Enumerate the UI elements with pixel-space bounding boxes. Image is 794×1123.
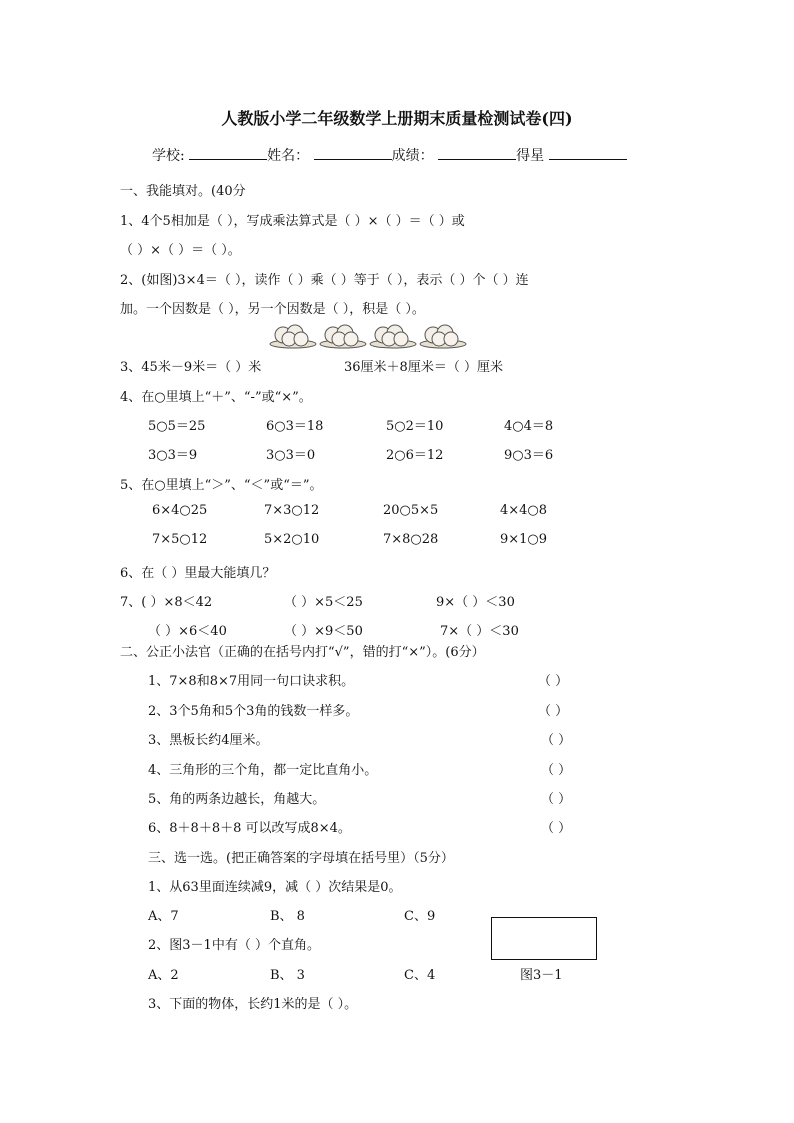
q4-item: 5○2＝10 — [386, 419, 444, 434]
bun-plate-1 — [270, 325, 316, 348]
judge-item-text: 2、3个5角和5个3角的钱数一样多。 — [148, 704, 359, 719]
q4-item: 4○4＝8 — [504, 419, 554, 434]
q4-heading: 4、在○里填上“＋”、“-”或“×”。 — [120, 390, 312, 405]
q5-item: 7×8○28 — [383, 532, 439, 547]
q3-part-b: 36厘米＋8厘米＝（ ）厘米 — [344, 360, 503, 375]
choice-option: C、4 — [404, 968, 436, 983]
choice-q1: 1、从63里面连续减9，减（ ）次结果是0。 — [148, 880, 402, 895]
q2-line2: 加。一个因数是（ ），另一个因数是（ ），积是（ ）。 — [120, 302, 425, 317]
q4-item: 2○6＝12 — [386, 448, 444, 463]
q5-item: 4×4○8 — [500, 503, 548, 518]
q6-text: 6、在（ ）里最大能填几？ — [120, 566, 276, 581]
q3-part-a: 3、45米－9米＝（ ）米 — [120, 360, 262, 375]
q7-item: 7、( ）×8＜42 — [120, 595, 213, 610]
rectangle-figure — [491, 917, 597, 960]
name-label: 姓名： — [267, 148, 310, 164]
score-label: 成绩： — [391, 148, 434, 164]
judge-item-paren: （ ） — [538, 674, 569, 689]
judge-item-text: 5、角的两条边越长，角越大。 — [148, 792, 326, 807]
name-blank[interactable] — [314, 145, 392, 160]
q4-item: 5○5＝25 — [148, 419, 206, 434]
choice-option: C、9 — [404, 909, 436, 924]
choice-option: B、 8 — [270, 909, 305, 924]
judge-item-text: 1、7×8和8×7用同一句口诀求积。 — [148, 674, 355, 689]
school-label: 学校: — [152, 148, 185, 164]
q7-item: （ ）×9＜50 — [284, 624, 363, 639]
q7-item: 7×（ ）＜30 — [440, 624, 519, 639]
judge-item-paren: （ ） — [541, 763, 572, 778]
q7-item: 9×（ ）＜30 — [436, 595, 515, 610]
judge-item-text: 6、8＋8＋8＋8 可以改写成8×4。 — [148, 821, 351, 836]
q1-line1: 1、4个5相加是（ ），写成乘法算式是（ ）×（ ）＝（ ）或 — [120, 214, 465, 229]
figure-caption: 图3－1 — [520, 968, 563, 983]
judge-item-text: 3、黑板长约4厘米。 — [148, 733, 269, 748]
bun-plate-3 — [370, 325, 416, 348]
q4-item: 3○3＝9 — [148, 448, 198, 463]
section3-heading: 三、选一选。(把正确答案的字母填在括号里）（5分） — [148, 851, 454, 866]
info-line — [152, 145, 627, 165]
choice-option: B、 3 — [270, 968, 305, 983]
q4-item: 9○3＝6 — [504, 448, 554, 463]
bun-plate-4 — [420, 325, 466, 348]
choice-q3: 3、下面的物体，长约1米的是（ ）。 — [148, 997, 358, 1012]
q5-item: 6×4○25 — [152, 503, 208, 518]
section2-heading: 二、公正小法官（正确的在括号内打“√”，错的打“×”）。(6分） — [120, 645, 485, 660]
judge-item-paren: （ ） — [538, 704, 569, 719]
choice-q2: 2、图3－1中有（ ）个直角。 — [148, 938, 320, 953]
judge-item-text: 4、三角形的三个角，都一定比直角小。 — [148, 763, 378, 778]
steamed-buns-figure — [268, 320, 473, 350]
q4-item: 6○3＝18 — [266, 419, 324, 434]
q5-item: 5×2○10 — [264, 532, 320, 547]
q7-item: （ ）×5＜25 — [284, 595, 363, 610]
q5-item: 9×1○9 — [500, 532, 548, 547]
q7-item: （ ）×6＜40 — [148, 624, 227, 639]
judge-item-paren: （ ） — [541, 792, 572, 807]
section1-heading: 一、我能填对。(40分 — [120, 184, 246, 199]
q2-line1: 2、(如图)3×4＝（ ），读作（ ）乘（ ）等于（ ），表示（ ）个（ ）连 — [120, 273, 529, 288]
choice-option: A、7 — [148, 909, 179, 924]
q5-item: 20○5×5 — [383, 503, 439, 518]
judge-item-paren: （ ） — [541, 821, 572, 836]
school-blank[interactable] — [189, 145, 267, 160]
star-blank[interactable] — [549, 145, 627, 160]
q4-item: 3○3＝0 — [266, 448, 316, 463]
q5-heading: 5、在○里填上“＞”、“＜”或“＝”。 — [120, 478, 323, 493]
judge-item-paren: （ ） — [541, 733, 572, 748]
q5-item: 7×5○12 — [152, 532, 208, 547]
score-blank[interactable] — [438, 145, 516, 160]
choice-option: A、2 — [148, 968, 179, 983]
star-label: 得星 — [516, 148, 545, 164]
bun-plate-2 — [320, 325, 366, 348]
page-title: 人教版小学二年级数学上册期末质量检测试卷(四) — [221, 109, 573, 128]
q5-item: 7×3○12 — [264, 503, 320, 518]
q1-line2: （ ）×（ ）＝（ ）。 — [120, 243, 241, 258]
